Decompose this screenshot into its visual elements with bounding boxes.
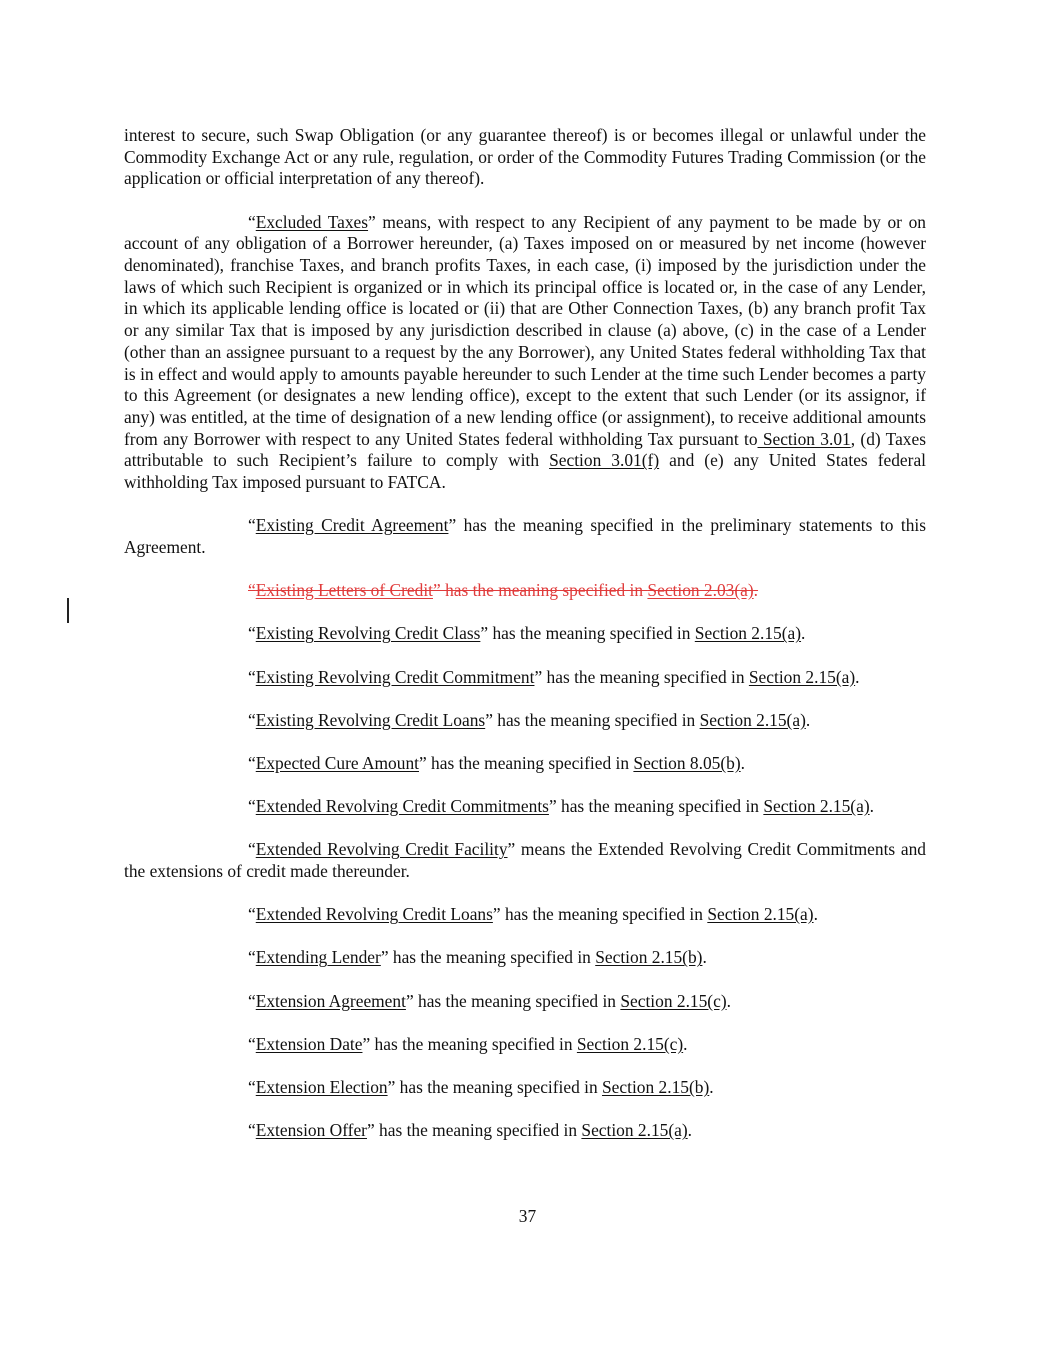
section-reference: Section 2.15(a) [694,623,802,644]
defined-term: Extension Offer [255,1120,367,1141]
document-page [124,125,926,1142]
definition-extended-revolving-credit-facility: “Extended Revolving Credit Facility” means the Extended Revolving Credit Commitments and the extensions of credit made thereunder. [124,839,926,882]
definition-excluded-taxes: “Excluded Taxes” means, with respect to any Recipient of any payment to be made by or on account of any obligation of a Borrower hereunder, (a) Taxes imposed on or measured by net income (however denominated), franchise Taxes, and branch profits Taxes, in each case, (i) imposed by the jurisdiction under the laws of which such Recipient is organized or in which its principal office is located or, in the case of any Lender, in which its applicable lending office is located or (ii) that are Other Connection Taxes, (b) any branch profit Tax or any similar Tax that is imposed by any jurisdiction described in clause (a) above, (c) in the case of a Lender (other than an assignee pursuant to a request by the any Borrower), any United States federal withholding Tax that is in effect and would apply to amounts payable hereunder to such Lender at the time such Lender becomes a party to this Agreement (or designates a new lending office), except to the extent that such Lender (or its assignor, if any) was entitled, at the time of designation of a new lending office (or assignment), to receive additional amounts from any Borrower with respect to any United States federal withholding Tax pursuant to Section 3.01, (d) Taxes attributable to such Recipient’s failure to comply with Section 3.01(f) and (e) any United States federal withholding Tax imposed pursuant to FATCA. [124,211,926,493]
defined-term: Extending Lender [255,947,381,968]
section-reference: Section 8.05(b) [633,752,741,773]
section-reference: Section 2.15(a) [581,1120,688,1141]
defined-term: Expected Cure Amount [255,752,419,773]
section-reference: Section 2.15(a) [707,904,814,925]
section-reference: Section 2.15(c) [620,990,727,1011]
section-reference: Section 3.01 [757,428,851,449]
revision-change-bar [67,598,69,623]
defined-term: Existing Credit Agreement [255,515,449,536]
definition-item: “Extension Election” has the meaning specified in Section 2.15(b). [248,1077,714,1098]
defined-term: Existing Letters of Credit [255,580,433,601]
section-reference: Section 2.15(b) [595,947,703,968]
defined-term: Extended Revolving Credit Facility [255,839,508,860]
definition-item: “Extended Revolving Credit Commitments” has the meaning specified in Section 2.15(a). [248,796,874,817]
definition-item: “Extension Agreement” has the meaning specified in Section 2.15(c). [248,990,731,1011]
section-reference: Section 2.03(a) [647,580,754,601]
deleted-definition-existing-letters-of-credit: “Existing Letters of Credit” has the meaning specified in Section 2.03(a). [248,580,759,601]
defined-term: Extension Agreement [255,990,406,1011]
section-reference: Section 2.15(a) [699,709,806,730]
definition-item: “Extension Date” has the meaning specified in Section 2.15(c). [248,1033,688,1054]
defined-term: Existing Revolving Credit Class [255,623,481,644]
section-reference: Section 2.15(a) [763,796,870,817]
page-number: 37 [518,1206,537,1226]
definition-item: “Existing Revolving Credit Loans” has the meaning specified in Section 2.15(a). [248,709,811,730]
defined-term: Excluded Taxes [255,211,369,232]
defined-term: Extension Election [255,1077,388,1098]
section-reference: Section 2.15(a) [748,666,856,687]
definition-item: “Extended Revolving Credit Loans” has the meaning specified in Section 2.15(a). [248,904,818,925]
defined-term: Extended Revolving Credit Loans [255,904,493,925]
defined-term: Extension Date [255,1033,363,1054]
definition-item: “Extending Lender” has the meaning specified in Section 2.15(b). [248,947,707,968]
definition-item: “Expected Cure Amount” has the meaning specified in Section 8.05(b). [248,752,745,773]
definition-item: “Existing Revolving Credit Commitment” has the meaning specified in Section 2.15(a). [248,666,860,687]
section-reference: Section 2.15(c) [576,1033,684,1054]
defined-term: Existing Revolving Credit Commitment [255,666,535,687]
defined-term: Extended Revolving Credit Commitments [255,796,549,817]
definition-item: “Existing Revolving Credit Class” has the meaning specified in Section 2.15(a). [248,623,806,644]
intro-paragraph: interest to secure, such Swap Obligation (or any guarantee thereof) is or becomes illegal or unlawful under the Commodity Exchange Act or any rule, regulation, or order of the Commodity Futures Trading Commission (or the application or official interpretation of any thereof). [124,125,926,189]
section-reference: Section 3.01(f) [549,450,660,471]
definition-existing-credit-agreement: “Existing Credit Agreement” has the meaning specified in the preliminary statements to this Agreement. [124,515,926,557]
section-reference: Section 2.15(b) [602,1077,710,1098]
definition-item: “Extension Offer” has the meaning specified in Section 2.15(a). [248,1120,693,1141]
defined-term: Existing Revolving Credit Loans [255,709,486,730]
